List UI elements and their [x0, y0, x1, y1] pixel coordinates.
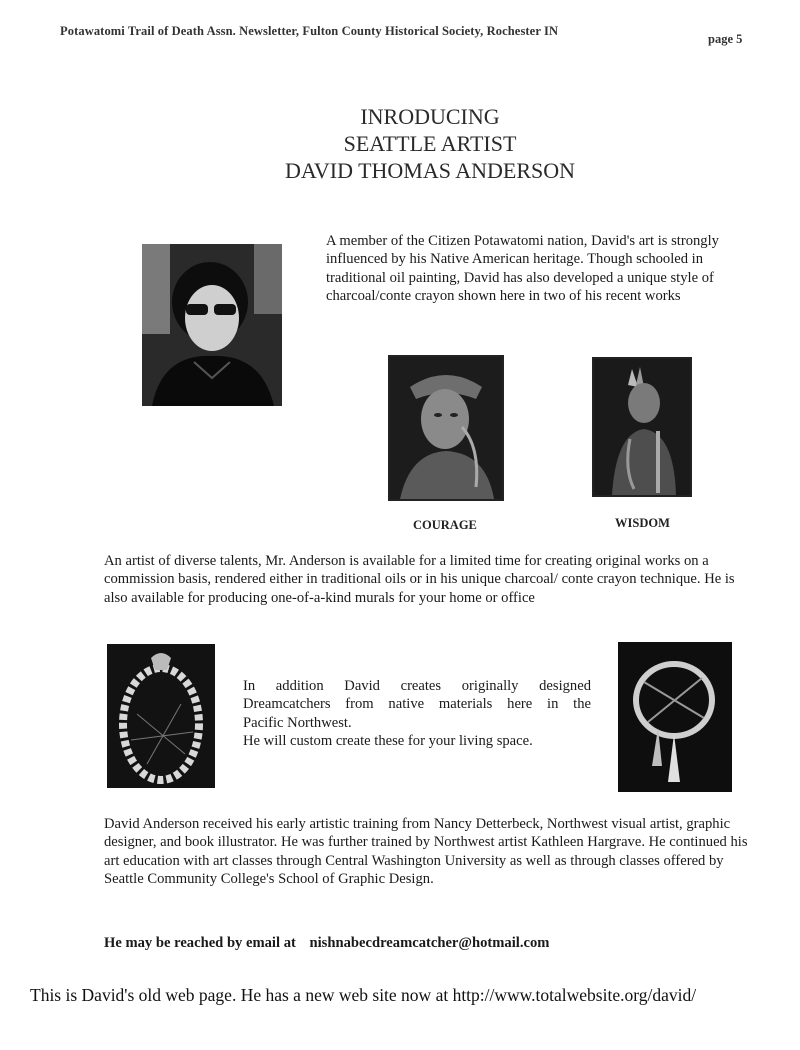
title-line-2: SEATTLE ARTIST	[343, 131, 517, 156]
contact-line	[104, 935, 549, 952]
title-line-3: DAVID THOMAS ANDERSON	[284, 158, 576, 183]
dreamcatcher-text	[243, 677, 591, 751]
contact-email-link[interactable]: nishnabecdreamcatcher@hotmail.com	[309, 935, 550, 951]
page-number: page 5	[708, 32, 743, 46]
artist-portrait-photo	[142, 244, 282, 406]
newsletter-header: Potawatomi Trail of Death Assn. Newsletter, Fulton County Historical Society, Rochester IN	[60, 24, 559, 38]
wisdom-caption: WISDOM	[615, 516, 670, 530]
courage-artwork-image	[388, 355, 504, 501]
page-title	[200, 103, 660, 184]
dreamcatcher-image-right	[618, 642, 732, 792]
dreamcatcher-image-left	[107, 644, 215, 788]
commission-paragraph: An artist of diverse talents, Mr. Anderson is available for a limited time for creating original works on a commission basis, rendered either in traditional oils or in his unique charcoal/ conte crayon technique. He is also available for producing one-of-a-kind murals for your home or office	[104, 553, 735, 606]
contact-label: He may be reached by email at	[104, 935, 296, 951]
dreamcatcher-line-2: Dreamcatchers from native materials here in the	[243, 696, 591, 713]
title-line-1: INRODUCING	[360, 104, 500, 129]
dreamcatcher-line-1: In addition David creates originally designed	[243, 678, 591, 694]
courage-caption: COURAGE	[413, 518, 477, 532]
footer-note: This is David's old web page. He has a new web site now at http://www.totalwebsite.org/david/	[30, 985, 697, 1005]
dreamcatcher-line-4: He will custom create these for your living space.	[243, 733, 533, 750]
wisdom-artwork-image	[592, 357, 692, 497]
intro-paragraph: A member of the Citizen Potawatomi nation, David's art is strongly influenced by his Native American heritage. Though schooled in traditional oil painting, David has also developed a unique style of charcoal/conte crayon shown here in two of his recent works	[326, 233, 719, 305]
dreamcatcher-line-3: Pacific Northwest.	[243, 714, 352, 731]
training-paragraph: David Anderson received his early artistic training from Nancy Detterbeck, Northwest visual artist, graphic designer, and book illustrator. He was further trained by Northwest artist Kathleen Hargrave. He continued his art education with art classes through Central Washington University as well as through classes offered by Seattle Community College's School of Graphic Design.	[104, 816, 748, 888]
